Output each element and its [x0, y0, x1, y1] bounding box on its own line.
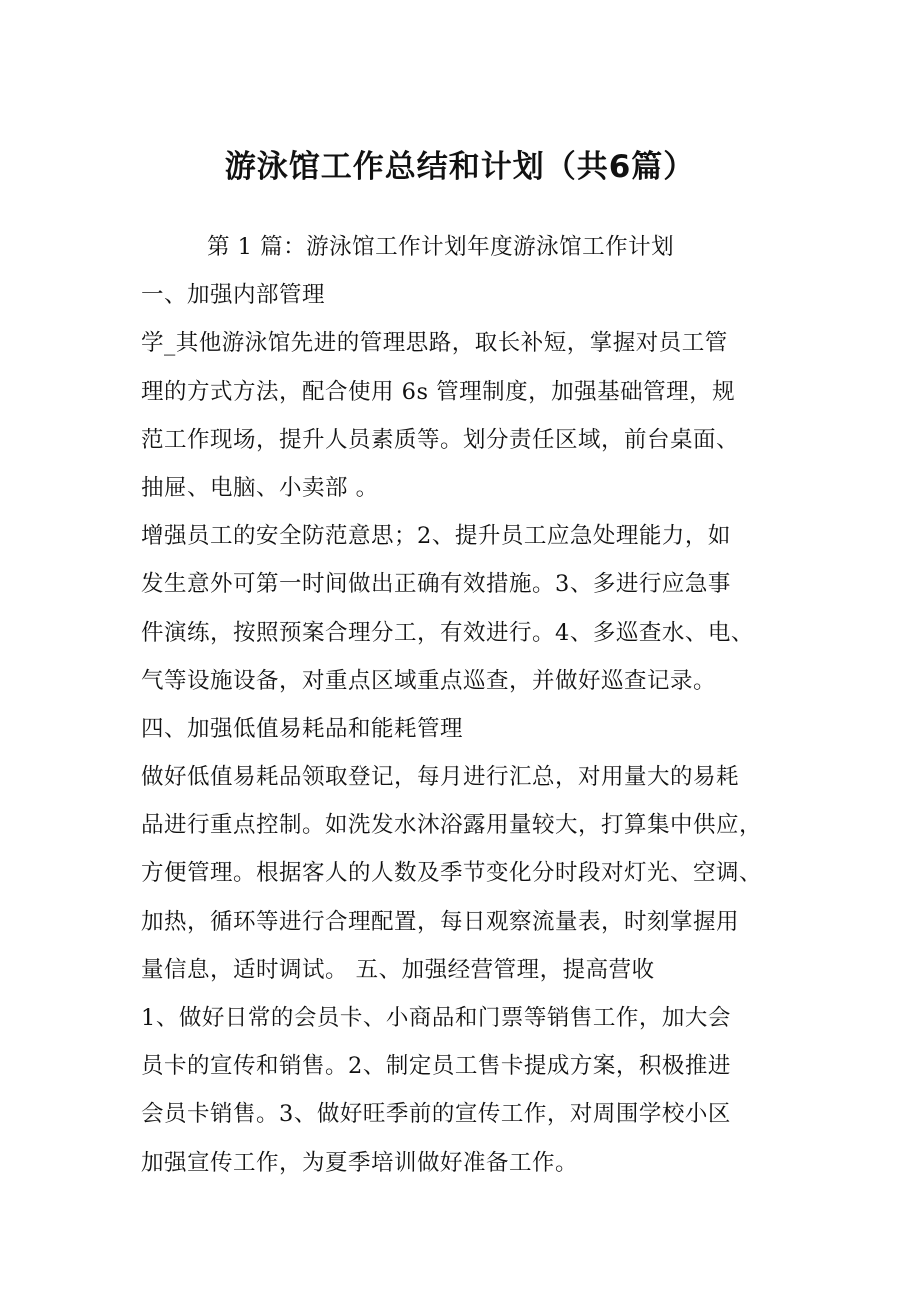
- paragraph-line: 1、做好日常的会员卡、小商品和门票等销售工作，加大会: [141, 1005, 731, 1031]
- paragraph-line: 做好低值易耗品领取登记，每月进行汇总，对用量大的易耗: [141, 764, 740, 791]
- paragraph-line: 发生意外可第一时间做出正确有效措施。3、多进行应急事: [141, 571, 731, 598]
- paragraph-line: 员卡的宣传和销售。2、制定员工售卡提成方案，积极推进: [141, 1053, 731, 1080]
- paragraph-line: 范工作现场，提升人员素质等。划分责任区域，前台桌面、: [141, 426, 740, 453]
- paragraph-line: 品进行重点控制。如洗发水沐浴露用量较大，打算集中供应，: [141, 812, 763, 839]
- paragraph-line: 抽屉、电脑、小卖部 。: [141, 474, 379, 501]
- paragraph-line: 理的方式方法，配合使用 6s 管理制度，加强基础管理，规: [141, 378, 736, 405]
- paragraph-line: 学_其他游泳馆先进的管理思路，取长补短，掌握对员工管: [141, 330, 728, 357]
- paragraph-line: 量信息，适时调试。 五、加强经营管理，提高营收: [141, 956, 655, 983]
- section-heading: 一、加强内部管理: [141, 282, 326, 309]
- document-body: [141, 223, 801, 1187]
- document-title: 游泳馆工作总结和计划（共6篇）: [224, 149, 696, 185]
- paragraph-line: 件演练，按照预案合理分工，有效进行。4、多巡查水、电、: [141, 619, 754, 646]
- paragraph-line: 加热，循环等进行合理配置，每日观察流量表，时刻掌握用: [141, 908, 740, 935]
- paragraph-line: 加强宣传工作，为夏季培训做好准备工作。: [141, 1149, 579, 1176]
- paragraph-line: 增强员工的安全防范意思；2、提升员工应急处理能力，如: [141, 523, 731, 550]
- paragraph-line: 会员卡销售。3、做好旺季前的宣传工作，对周围学校小区: [141, 1101, 731, 1128]
- paragraph-line: 方便管理。根据客人的人数及季节变化分时段对灯光、空调、: [141, 860, 763, 887]
- chapter-heading: 第 1 篇：游泳馆工作计划年度游泳馆工作计划: [207, 234, 675, 260]
- paragraph-line: 气等设施设备，对重点区域重点巡查，并做好巡查记录。: [141, 667, 717, 694]
- section-heading: 四、加强低值易耗品和能耗管理: [141, 715, 464, 742]
